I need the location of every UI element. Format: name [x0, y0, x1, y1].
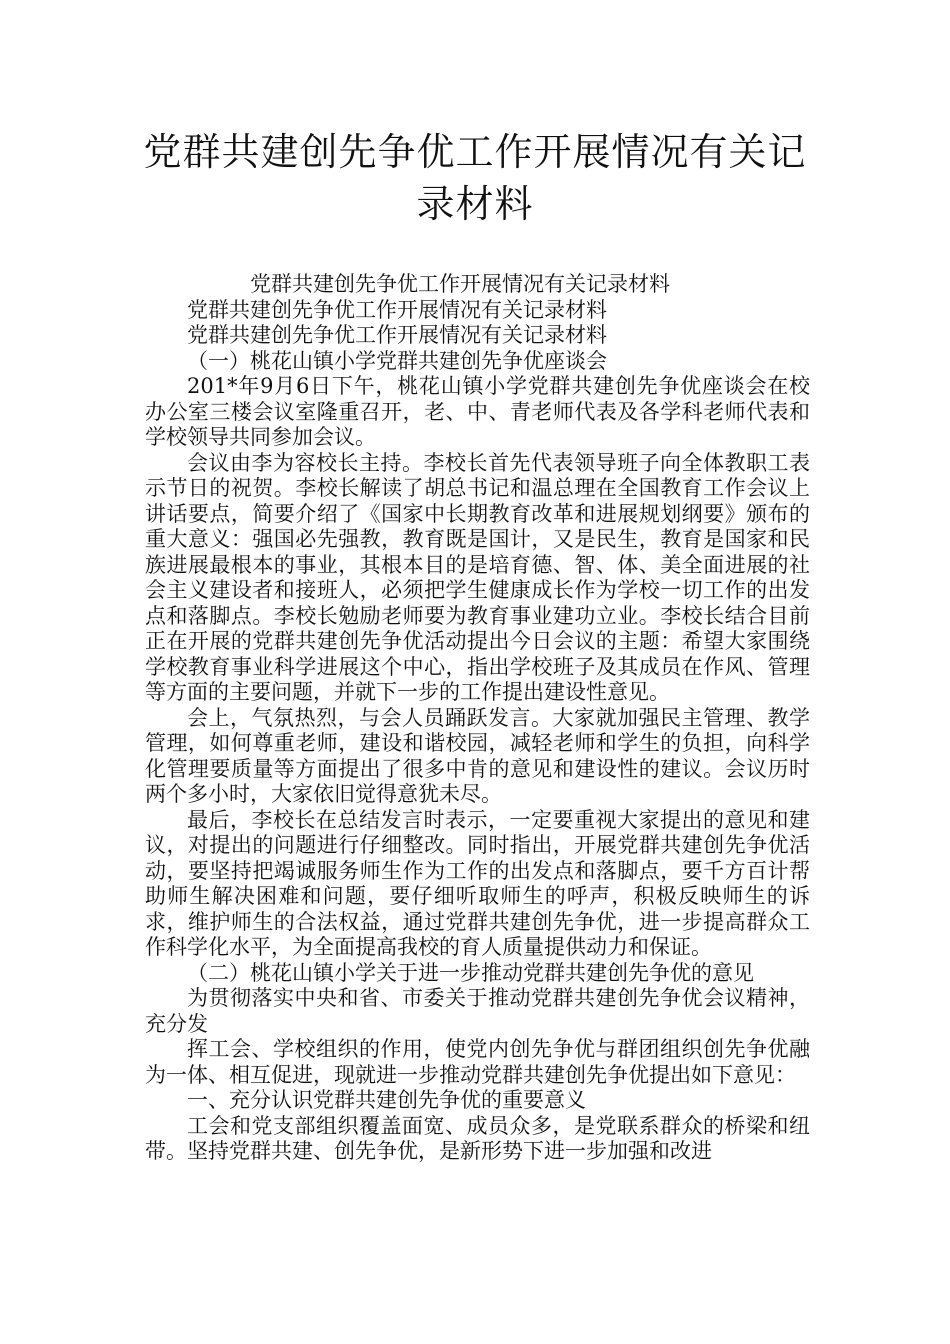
section-heading: （二）桃花山镇小学关于进一步推动党群共建创先争优的意见: [187, 960, 754, 985]
paragraph: 党群共建创先争优工作开展情况有关记录材料: [250, 272, 670, 296]
paragraph: 会上，气氛热烈，与会人员踊跃发言。大家就加强民主管理、教学管理，如何尊重老师，建设和谐校园，减轻老师和学生的负担，向科学化管理要质量等方面提出了很多中肯的意见和建设性的建议。会议历时两个多小时，大家依旧觉得意犹未尽。: [145, 705, 810, 806]
paragraph: 挥工会、学校组织的作用，使党内创先争优与群团组织创先争优融为一体、相互促进，现就进一步推动党群共建创先争优提出如下意见：: [145, 1037, 810, 1087]
paragraph: 会议由李为容校长主持。李校长首先代表领导班子向全体教职工表示节日的祝贺。李校长解读了胡总书记和温总理在全国教育工作会议上讲话要点，简要介绍了《国家中长期教育改革和进展规划纲要》颁布的重大意义：强国必先强教，教育既是国计，又是民生，教育是国家和民族进展最根本的事业，其根本目的是培育德、智、体、美全面进展的社会主义建设者和接班人，必须把学生健康成长作为学校一切工作的出发点和落脚点。李校长勉励老师要为教育事业建功立业。李校长结合目前正在开展的党群共建创先争优活动提出今日会议的主题：希望大家围绕学校教育事业科学进展这个中心，指出学校班子及其成员在作风、管理等方面的主要问题，并就下一步的工作提出建设性意见。: [145, 450, 810, 704]
paragraph: 最后，李校长在总结发言时表示，一定要重视大家提出的意见和建议，对提出的问题进行仔细整改。同时指出，开展党群共建创先争优活动，要坚持把竭诚服务师生作为工作的出发点和落脚点，要千方百计帮助师生解决困难和问题，要仔细听取师生的呼声，积极反映师生的诉求，维护师生的合法权益，通过党群共建创先争优，进一步提高群众工作科学化水平，为全面提高我校的育人质量提供动力和保证。: [145, 807, 810, 959]
document-body: [145, 272, 810, 1165]
paragraph: 201*年9月6日下午，桃花山镇小学党群共建创先争优座谈会在校办公室三楼会议室隆重召开，老、中、青老师代表及各学科老师代表和学校领导共同参加会议。: [145, 374, 810, 449]
paragraph: 党群共建创先争优工作开展情况有关记录材料: [187, 323, 607, 347]
paragraph: 工会和党支部组织覆盖面宽、成员众多，是党联系群众的桥梁和纽带。坚持党群共建、创先争优，是新形势下进一步加强和改进: [145, 1113, 810, 1163]
document-title: 党群共建创先争优工作开展情况有关记录材料: [143, 130, 807, 226]
section-heading: （一）桃花山镇小学党群共建创先争优座谈会: [187, 348, 607, 373]
paragraph: 为贯彻落实中央和省、市委关于推动党群共建创先争优会议精神，充分发: [145, 986, 810, 1036]
paragraph: 党群共建创先争优工作开展情况有关记录材料: [187, 297, 607, 322]
section-heading: 一、充分认识党群共建创先争优的重要意义: [187, 1088, 586, 1112]
